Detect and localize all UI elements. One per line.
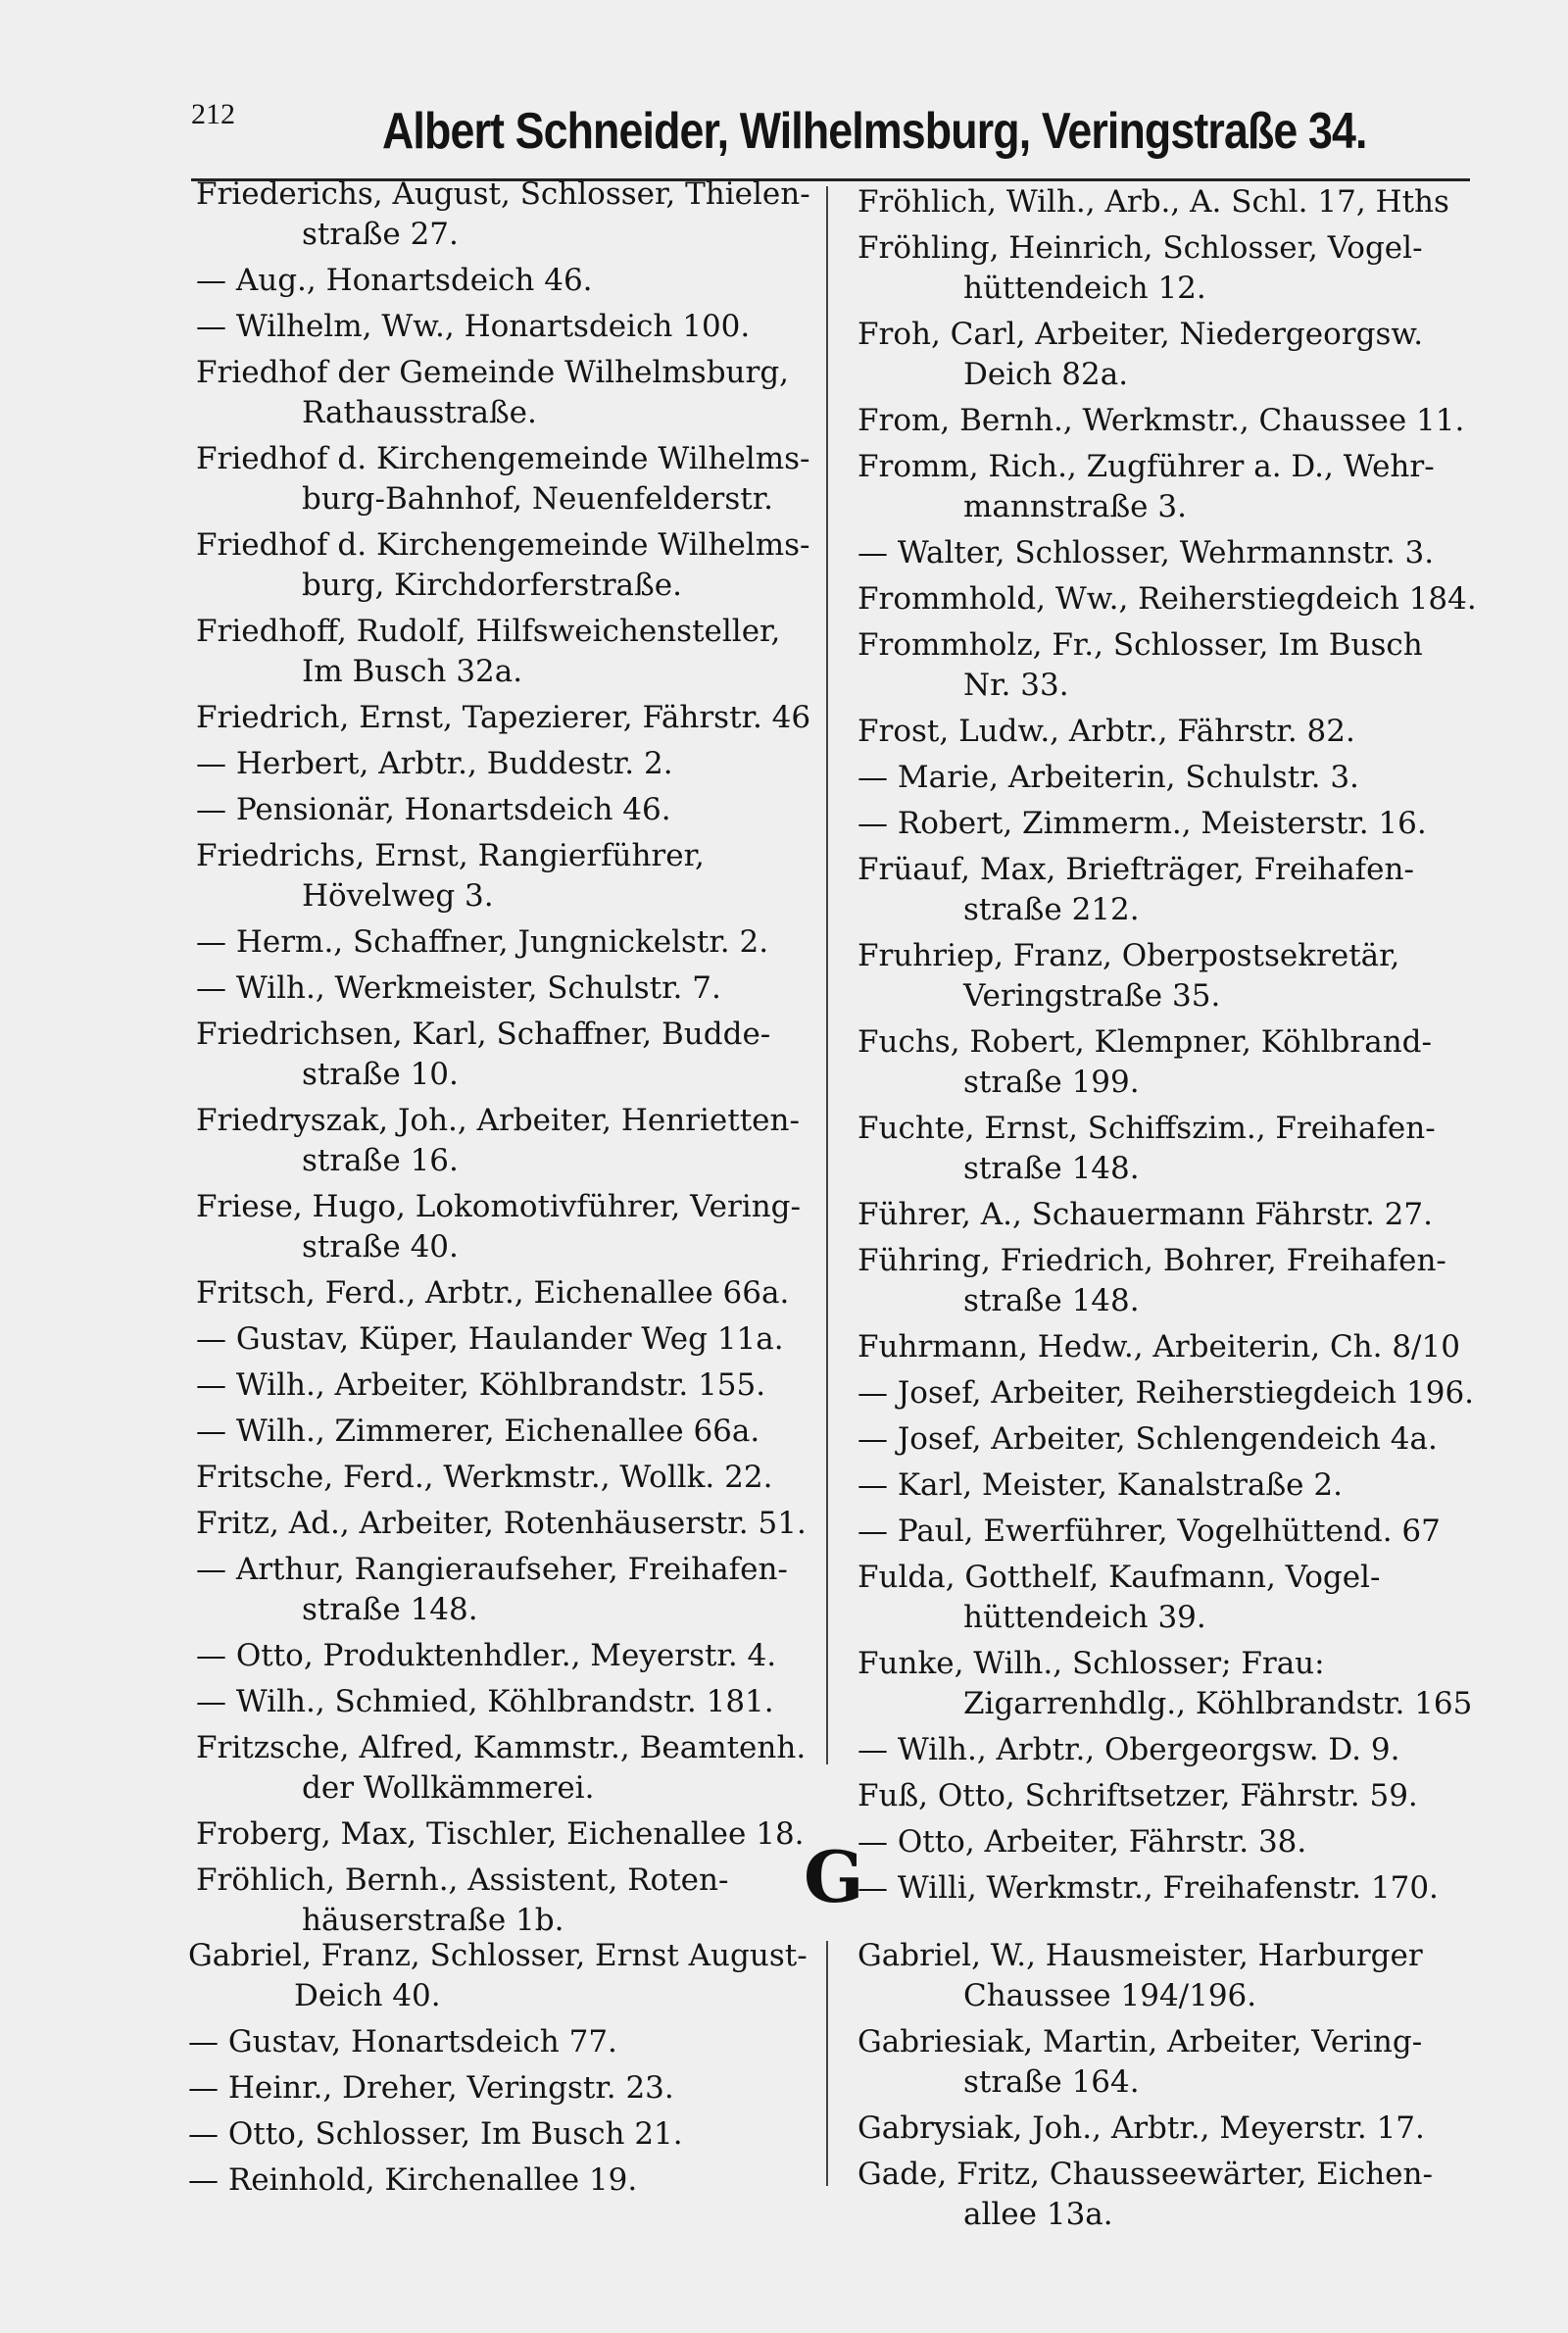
entry-line: Friedhof d. Kirchengemeinde Wilhelms- <box>196 441 810 476</box>
directory-entry <box>196 307 823 347</box>
directory-entry <box>196 790 823 830</box>
entry-continuation-line: straße 148. <box>963 1283 1140 1318</box>
entry-line: — Wilh., Arbtr., Obergeorgsw. D. 9. <box>858 1732 1400 1767</box>
section-letter-heading: G <box>804 1835 864 1918</box>
entry-line: Gade, Fritz, Chausseewärter, Eichen- <box>858 2157 1433 2192</box>
entry-continuation-line: Deich 82a. <box>963 357 1129 392</box>
entry-continuation-line: Chaussee 194/196. <box>963 1978 1257 2013</box>
directory-entry <box>858 1776 1485 1816</box>
entry-line: Fruhriep, Franz, Oberpostsekretär, <box>858 938 1400 973</box>
entry-continuation-line: straße 148. <box>302 1592 478 1627</box>
directory-entry <box>858 1868 1485 1909</box>
directory-entry <box>858 533 1485 573</box>
entry-line: — Heinr., Dreher, Veringstr. 23. <box>188 2070 674 2106</box>
directory-entry <box>858 936 1485 1017</box>
entry-continuation-line: hüttendeich 39. <box>963 1600 1206 1635</box>
entry-line: Früauf, Max, Briefträger, Freihafen- <box>858 852 1414 887</box>
entry-continuation-line: Im Busch 32a. <box>302 654 523 689</box>
entry-line: Fuhrmann, Hedw., Arbeiterin, Ch. 8/10 <box>858 1329 1460 1365</box>
directory-entry <box>858 1512 1485 1552</box>
directory-entry <box>858 228 1485 309</box>
directory-entry <box>188 2022 815 2062</box>
entry-line: — Otto, Schlosser, Im Busch 21. <box>188 2116 683 2152</box>
entry-line: — Wilh., Werkmeister, Schulstr. 7. <box>196 970 721 1006</box>
directory-entry <box>196 744 823 784</box>
directory-entry <box>188 1936 815 2016</box>
right-column-bottom <box>858 1936 1485 2241</box>
directory-entry <box>858 804 1485 844</box>
entry-continuation-line: straße 40. <box>302 1229 459 1265</box>
directory-entry <box>858 2022 1485 2103</box>
page-number: 212 <box>191 98 235 130</box>
entry-line: Fröhling, Heinrich, Schlosser, Vogel- <box>858 230 1423 266</box>
directory-entry <box>858 1373 1485 1414</box>
directory-entry <box>858 2109 1485 2149</box>
entry-line: Fritzsche, Alfred, Kammstr., Beamtenh. <box>196 1730 807 1765</box>
entry-line: — Karl, Meister, Kanalstraße 2. <box>858 1467 1343 1503</box>
directory-entry <box>196 1319 823 1360</box>
entry-line: Frost, Ludw., Arbtr., Fährstr. 82. <box>858 714 1355 749</box>
directory-entry <box>858 1558 1485 1638</box>
entry-line: Führer, A., Schauermann Fährstr. 27. <box>858 1197 1433 1232</box>
entry-line: Fromm, Rich., Zugführer a. D., Wehr- <box>858 449 1435 484</box>
entry-line: — Wilh., Arbeiter, Köhlbrandstr. 155. <box>196 1367 766 1403</box>
entry-line: — Gustav, Küper, Haulander Weg 11a. <box>196 1321 784 1357</box>
entry-continuation-line: straße 212. <box>963 892 1140 927</box>
entry-line: Fuchte, Ernst, Schiffszim., Freihafen- <box>858 1111 1436 1146</box>
directory-entry <box>858 1327 1485 1367</box>
directory-entry <box>196 698 823 738</box>
entry-line: Frommhold, Ww., Reiherstiegdeich 184. <box>858 581 1477 617</box>
directory-entry <box>188 2068 815 2109</box>
directory-entry <box>196 174 823 255</box>
entry-continuation-line: straße 27. <box>302 217 459 252</box>
directory-entry <box>196 261 823 301</box>
directory-entry <box>196 1365 823 1406</box>
directory-entry <box>858 1022 1485 1103</box>
entry-line: — Otto, Arbeiter, Fährstr. 38. <box>858 1824 1307 1860</box>
directory-entry <box>196 525 823 606</box>
entry-continuation-line: hüttendeich 12. <box>963 271 1206 306</box>
directory-entry <box>858 315 1485 395</box>
directory-entry <box>196 1728 823 1809</box>
directory-entry <box>196 1504 823 1544</box>
right-column-top <box>858 182 1485 1914</box>
left-column-bottom <box>188 1936 815 2207</box>
directory-entry <box>196 1636 823 1676</box>
running-head: Albert Schneider, Wilhelmsburg, Veringstraße 34. <box>382 103 1367 160</box>
entry-line: Friese, Hugo, Lokomotivführer, Vering- <box>196 1189 802 1224</box>
entry-continuation-line: Deich 40. <box>294 1978 441 2013</box>
directory-entry <box>196 1412 823 1452</box>
entry-line: — Herbert, Arbtr., Buddestr. 2. <box>196 746 673 781</box>
directory-entry <box>196 922 823 963</box>
entry-line: — Marie, Arbeiterin, Schulstr. 3. <box>858 760 1359 795</box>
directory-entry <box>858 447 1485 527</box>
directory-entry <box>196 1101 823 1181</box>
directory-entry <box>858 1109 1485 1189</box>
directory-entry <box>858 182 1485 223</box>
directory-entry <box>858 712 1485 752</box>
directory-entry <box>858 625 1485 706</box>
entry-continuation-line: Zigarrenhdlg., Köhlbrandstr. 165 <box>963 1686 1473 1721</box>
entry-line: Gabrysiak, Joh., Arbtr., Meyerstr. 17. <box>858 2110 1425 2146</box>
entry-line: Gabriesiak, Martin, Arbeiter, Vering- <box>858 2024 1423 2060</box>
entry-line: Fuß, Otto, Schriftsetzer, Fährstr. 59. <box>858 1778 1418 1813</box>
entry-line: Frommholz, Fr., Schlosser, Im Busch <box>858 627 1423 663</box>
directory-entry <box>858 1419 1485 1460</box>
entry-line: — Wilh., Zimmerer, Eichenallee 66a. <box>196 1414 760 1449</box>
left-column-top <box>196 174 823 1947</box>
entry-line: — Pensionär, Honartsdeich 46. <box>196 792 671 827</box>
entry-line: — Gustav, Honartsdeich 77. <box>188 2024 617 2060</box>
entry-continuation-line: straße 199. <box>963 1065 1140 1100</box>
entry-line: — Arthur, Rangieraufseher, Freihafen- <box>196 1552 788 1587</box>
column-divider-top <box>826 186 828 1764</box>
entry-line: — Josef, Arbeiter, Reiherstiegdeich 196. <box>858 1375 1475 1411</box>
directory-entry <box>196 1458 823 1498</box>
directory-entry <box>196 1550 823 1630</box>
entry-line: Friedrich, Ernst, Tapezierer, Fährstr. 46 <box>196 700 811 735</box>
entry-line: Fuchs, Robert, Klempner, Köhlbrand- <box>858 1024 1432 1060</box>
entry-line: Funke, Wilh., Schlosser; Frau: <box>858 1646 1325 1681</box>
entry-continuation-line: straße 164. <box>963 2064 1140 2100</box>
directory-entry <box>858 1241 1485 1321</box>
directory-entry <box>858 1644 1485 1724</box>
entry-continuation-line: Veringstraße 35. <box>963 978 1221 1014</box>
entry-continuation-line: mannstraße 3. <box>963 489 1187 524</box>
entry-line: Friedhoff, Rudolf, Hilfsweichensteller, <box>196 614 781 649</box>
entry-line: Friedrichs, Ernst, Rangierführer, <box>196 838 705 873</box>
directory-entry <box>196 1273 823 1314</box>
directory-entry <box>196 439 823 520</box>
entry-line: Gabriel, W., Hausmeister, Harburger <box>858 1938 1423 1973</box>
directory-entry <box>196 1861 823 1941</box>
entry-line: Friedhof d. Kirchengemeinde Wilhelms- <box>196 527 810 563</box>
entry-continuation-line: Nr. 33. <box>963 668 1069 703</box>
entry-continuation-line: burg, Kirchdorferstraße. <box>302 568 682 603</box>
directory-entry <box>858 1730 1485 1770</box>
directory-entry <box>196 1682 823 1722</box>
entry-continuation-line: allee 13a. <box>963 2197 1113 2232</box>
directory-entry <box>196 968 823 1009</box>
entry-line: Fritz, Ad., Arbeiter, Rotenhäuserstr. 51. <box>196 1506 807 1541</box>
entry-line: Gabriel, Franz, Schlosser, Ernst August- <box>188 1938 808 1973</box>
entry-line: Führing, Friedrich, Bohrer, Freihafen- <box>858 1243 1446 1278</box>
entry-continuation-line: burg-Bahnhof, Neuenfelderstr. <box>302 481 773 517</box>
directory-entry <box>196 612 823 692</box>
directory-entry <box>858 1936 1485 2016</box>
entry-line: — Otto, Produktenhdler., Meyerstr. 4. <box>196 1638 777 1673</box>
entry-line: Friedhof der Gemeinde Wilhelmsburg, <box>196 355 790 390</box>
entry-continuation-line: der Wollkämmerei. <box>302 1770 595 1806</box>
entry-continuation-line: Hövelweg 3. <box>302 878 494 914</box>
entry-line: Fröhlich, Wilh., Arb., A. Schl. 17, Hths <box>858 184 1449 220</box>
directory-entry <box>196 1814 823 1855</box>
directory-entry <box>196 836 823 917</box>
entry-line: Friedrichsen, Karl, Schaffner, Budde- <box>196 1017 771 1052</box>
entry-line: — Herm., Schaffner, Jungnickelstr. 2. <box>196 924 769 960</box>
entry-line: Froberg, Max, Tischler, Eichenallee 18. <box>196 1816 805 1852</box>
column-divider-bottom <box>826 1941 828 2186</box>
entry-line: Fulda, Gotthelf, Kaufmann, Vogel- <box>858 1560 1381 1595</box>
directory-entry <box>858 2155 1485 2235</box>
entry-line: — Wilhelm, Ww., Honartsdeich 100. <box>196 309 751 344</box>
entry-line: Friedryszak, Joh., Arbeiter, Henrietten- <box>196 1103 800 1138</box>
entry-line: — Willi, Werkmstr., Freihafenstr. 170. <box>858 1870 1439 1906</box>
directory-entry <box>188 2160 815 2201</box>
directory-entry <box>188 2114 815 2155</box>
entry-line: Fritsch, Ferd., Arbtr., Eichenallee 66a. <box>196 1275 790 1311</box>
entry-line: — Robert, Zimmerm., Meisterstr. 16. <box>858 806 1427 841</box>
entry-line: Friederichs, August, Schlosser, Thielen- <box>196 176 810 212</box>
entry-continuation-line: Rathausstraße. <box>302 395 537 430</box>
entry-line: — Reinhold, Kirchenallee 19. <box>188 2162 638 2198</box>
entry-continuation-line: häuserstraße 1b. <box>302 1903 564 1938</box>
directory-entry <box>196 1015 823 1095</box>
directory-entry <box>858 1822 1485 1862</box>
directory-entry <box>858 579 1485 620</box>
directory-entry <box>858 1465 1485 1506</box>
entry-line: Fröhlich, Bernh., Assistent, Roten- <box>196 1862 729 1898</box>
directory-entry <box>858 850 1485 930</box>
entry-line: — Paul, Ewerführer, Vogelhüttend. 67 <box>858 1514 1441 1549</box>
entry-continuation-line: straße 10. <box>302 1057 459 1092</box>
directory-entry <box>196 353 823 433</box>
entry-line: — Walter, Schlosser, Wehrmannstr. 3. <box>858 535 1435 571</box>
entry-line: — Josef, Arbeiter, Schlengendeich 4a. <box>858 1421 1438 1457</box>
directory-entry <box>858 401 1485 441</box>
directory-entry <box>196 1187 823 1267</box>
entry-line: — Wilh., Schmied, Köhlbrandstr. 181. <box>196 1684 774 1719</box>
entry-line: Fritsche, Ferd., Werkmstr., Wollk. 22. <box>196 1460 773 1495</box>
entry-continuation-line: straße 148. <box>963 1151 1140 1186</box>
entry-line: — Aug., Honartsdeich 46. <box>196 263 593 298</box>
entry-line: Froh, Carl, Arbeiter, Niedergeorgsw. <box>858 317 1424 352</box>
entry-continuation-line: straße 16. <box>302 1143 459 1178</box>
entry-line: From, Bernh., Werkmstr., Chaussee 11. <box>858 403 1465 438</box>
directory-entry <box>858 758 1485 798</box>
directory-entry <box>858 1195 1485 1235</box>
